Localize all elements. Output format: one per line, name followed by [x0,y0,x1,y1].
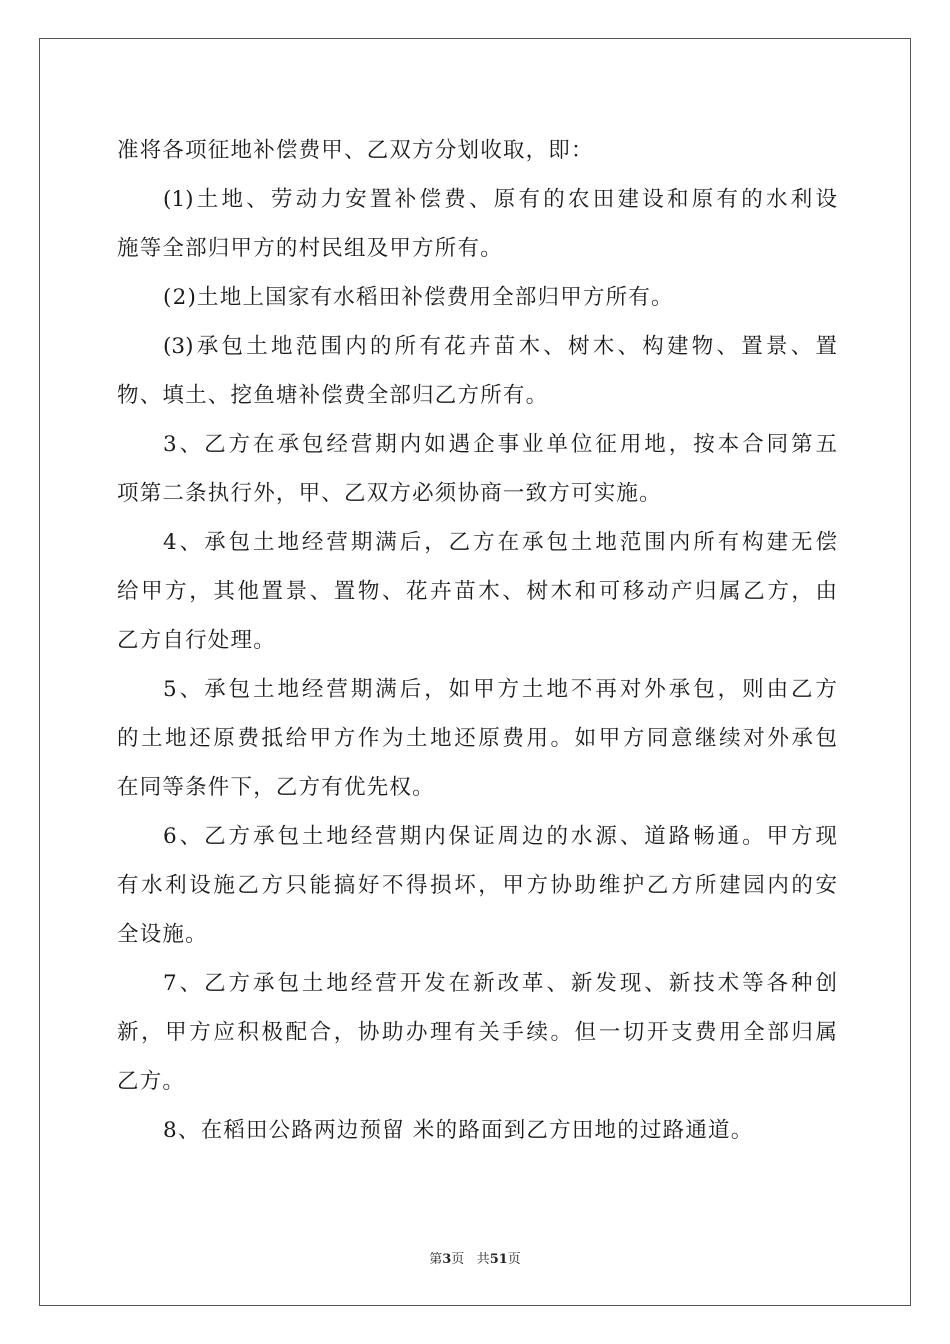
text-line-10: 给甲方，其他置景、置物、花卉苗木、树木和可移动产归属乙方，由 [117,579,837,604]
document-body [117,126,837,1155]
page-suffix: 页 [451,1252,465,1267]
text-line-2: (1)土地、劳动力安置补偿费、原有的农田建设和原有的水利设 [163,187,837,212]
text-line-6: 物、填土、挖鱼塘补偿费全部归乙方所有。 [117,383,549,408]
text-line-12: 5、承包土地经营期满后，如甲方土地不再对外承包，则由乙方 [163,677,837,702]
text-line-9: 4、承包土地经营期满后，乙方在承包土地范围内所有构建无偿 [163,530,837,555]
text-line-17: 全设施。 [117,922,208,947]
text-line-21: 8、在稻田公路两边预留 米的路面到乙方田地的过路通道。 [163,1118,754,1143]
text-line-15: 6、乙方承包土地经营期内保证周边的水源、道路畅通。甲方现 [163,824,837,849]
text-line-18: 7、乙方承包土地经营开发在新改革、新发现、新技术等各种创 [163,971,837,996]
total-prefix: 共 [476,1252,490,1267]
text-line-11: 乙方自行处理。 [117,628,276,653]
text-line-4: (2)土地上国家有水稻田补偿费用全部归甲方所有。 [163,285,674,310]
total-suffix: 页 [507,1252,521,1267]
text-line-3: 施等全部归甲方的村民组及甲方所有。 [117,236,503,261]
text-line-5: (3)承包土地范围内的所有花卉苗木、树木、构建物、置景、置 [163,334,837,359]
page-prefix: 第 [429,1252,443,1267]
text-line-19: 新，甲方应积极配合，协助办理有关手续。但一切开支费用全部归属 [117,1020,837,1045]
text-line-14: 在同等条件下，乙方有优先权。 [117,775,435,800]
text-line-8: 项第二条执行外，甲、乙双方必须协商一致方可实施。 [117,481,662,506]
text-line-20: 乙方。 [117,1069,186,1094]
text-line-7: 3、乙方在承包经营期内如遇企事业单位征用地，按本合同第五 [163,432,837,457]
text-line-1: 准将各项征地补偿费甲、乙双方分划收取，即： [117,138,594,163]
page-number: 3 [442,1252,452,1267]
total-pages: 51 [489,1252,508,1267]
text-line-16: 有水利设施乙方只能搞好不得损坏，甲方协助维护乙方所建园内的安 [117,873,837,898]
text-line-13: 的土地还原费抵给甲方作为土地还原费用。如甲方同意继续对外承包 [117,726,837,751]
page-footer [0,1248,950,1267]
